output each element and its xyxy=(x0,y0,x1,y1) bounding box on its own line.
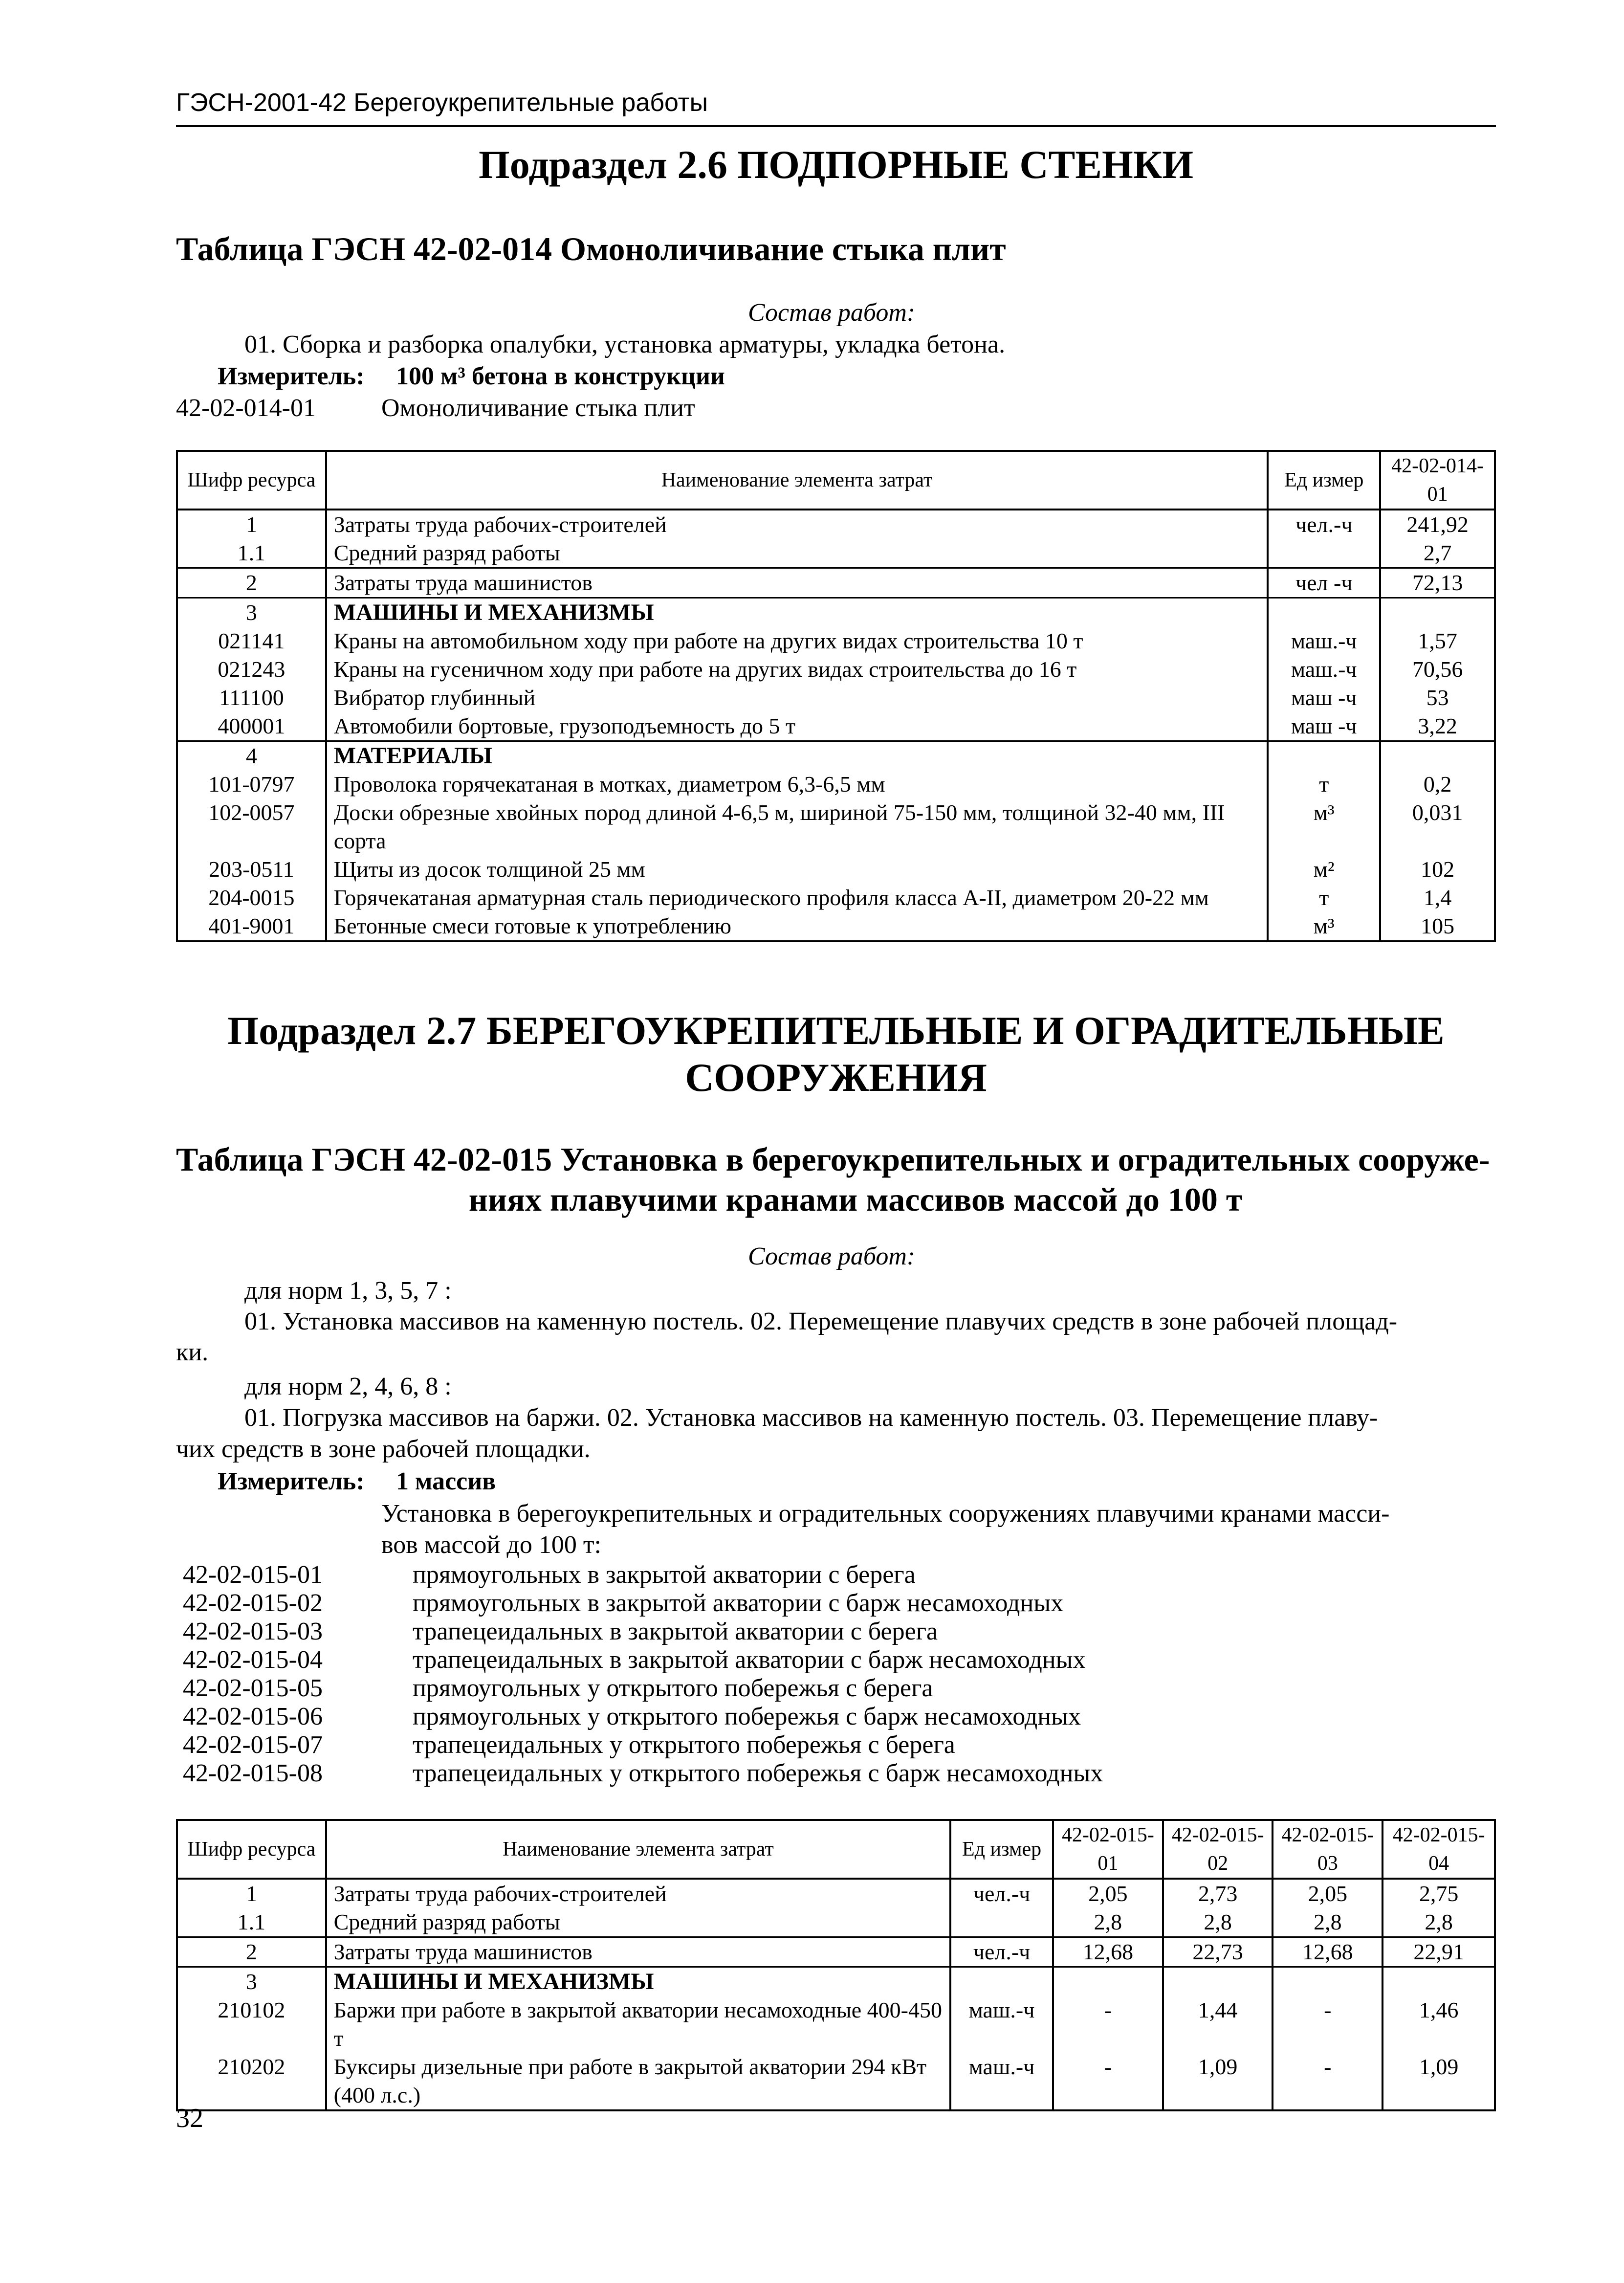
cell-unit xyxy=(1268,598,1380,627)
list-item xyxy=(176,1731,1383,1759)
cell-unit xyxy=(1268,741,1380,771)
norms-group-a: для норм 1, 3, 5, 7 : xyxy=(244,1277,452,1305)
table-row xyxy=(177,912,1495,941)
cell-code: 021243 xyxy=(177,655,326,684)
cell-value xyxy=(1383,1967,1495,1996)
cell-code: 101-0797 xyxy=(177,770,326,798)
col-header-norm-3: 42-02-015-03 xyxy=(1273,1820,1383,1879)
cell-value: 2,8 xyxy=(1273,1908,1383,1937)
cell-unit xyxy=(950,1967,1053,1996)
table-row xyxy=(177,510,1495,539)
cell-unit: т xyxy=(1268,884,1380,912)
cell-unit: т xyxy=(1268,770,1380,798)
section-title-2-7 xyxy=(176,1007,1496,1101)
cell-name: Затраты труда рабочих-строителей xyxy=(326,1879,951,1908)
cell-value: 22,73 xyxy=(1163,1937,1273,1967)
cell-value: 1,46 xyxy=(1383,1996,1495,2053)
work-a-line-1: 01. Установка массивов на каменную постель. 02. Перемещение плавучих средств в зоне рабочей площад- xyxy=(244,1308,1398,1335)
cell-name: Проволока горячекатаная в мотках, диаметром 6,3-6,5 мм xyxy=(326,770,1268,798)
cell-code: 1 xyxy=(177,510,326,539)
norm-name: трапецеидальных у открытого побережья с барж несамоходных xyxy=(413,1759,1103,1787)
cell-value xyxy=(1380,598,1495,627)
meter-value: 100 м³ бетона в конструкции xyxy=(396,362,725,390)
work-b-line-2: чих средств в зоне рабочей площадки. xyxy=(176,1435,591,1463)
table-row xyxy=(177,598,1495,627)
meter-value: 1 массив xyxy=(396,1467,496,1495)
cell-unit: м² xyxy=(1268,855,1380,884)
cell-unit: м³ xyxy=(1268,912,1380,941)
cell-unit: маш.-ч xyxy=(1268,655,1380,684)
norms-group-b: для норм 2, 4, 6, 8 : xyxy=(244,1373,452,1400)
col-header-code: Шифр ресурса xyxy=(177,451,326,510)
cell-unit xyxy=(950,1908,1053,1937)
cell-value: 2,7 xyxy=(1380,539,1495,568)
norm-code: 42-02-015-05 xyxy=(183,1674,323,1702)
table-row xyxy=(177,1879,1495,1908)
page-number: 32 xyxy=(176,2103,203,2133)
table-title-line-1: Таблица ГЭСН 42-02-015 Установка в берегоукрепительных и оградительных сооруже- xyxy=(176,1141,1490,1178)
cell-code: 1 xyxy=(177,1879,326,1908)
cell-value: 22,91 xyxy=(1383,1937,1495,1967)
cell-code: 3 xyxy=(177,1967,326,1996)
cell-name: Средний разряд работы xyxy=(326,1908,951,1937)
cell-value: - xyxy=(1273,1996,1383,2053)
cell-value: - xyxy=(1273,2053,1383,2110)
cell-unit: маш.-ч xyxy=(950,1996,1053,2053)
work-b-line-1: 01. Погрузка массивов на баржи. 02. Установка массивов на каменную постель. 03. Перемещение плаву- xyxy=(244,1404,1378,1432)
table-row xyxy=(177,1996,1495,2053)
cell-value: 12,68 xyxy=(1053,1937,1163,1967)
meter-label: Измеритель: xyxy=(218,362,365,390)
cell-section-title: МАТЕРИАЛЫ xyxy=(326,741,1268,771)
cell-value: 1,57 xyxy=(1380,627,1495,655)
cell-value: 2,75 xyxy=(1383,1879,1495,1908)
cell-value: 2,8 xyxy=(1163,1908,1273,1937)
table-row xyxy=(177,798,1495,855)
cell-value: 2,05 xyxy=(1053,1879,1163,1908)
cell-name: Бетонные смеси готовые к употреблению xyxy=(326,912,1268,941)
table-row xyxy=(177,655,1495,684)
cell-name: Средний разряд работы xyxy=(326,539,1268,568)
table-row xyxy=(177,684,1495,712)
cell-code: 2 xyxy=(177,568,326,598)
col-header-unit: Ед измер xyxy=(1268,451,1380,510)
norm-name: прямоугольных в закрытой акватории с барж несамоходных xyxy=(413,1589,1064,1617)
col-header-code: Шифр ресурса xyxy=(177,1820,326,1879)
col-header-norm: 42-02-014-01 xyxy=(1380,451,1495,510)
cell-value: 1,4 xyxy=(1380,884,1495,912)
cell-value: 105 xyxy=(1380,912,1495,941)
cell-code: 102-0057 xyxy=(177,798,326,855)
meter-label: Измеритель: xyxy=(218,1467,365,1495)
table-row xyxy=(177,712,1495,741)
cell-value: 3,22 xyxy=(1380,712,1495,741)
work-composition: 01. Сборка и разборка опалубки, установка арматуры, укладка бетона. xyxy=(244,331,1006,358)
col-header-norm-4: 42-02-015-04 xyxy=(1383,1820,1495,1879)
col-header-name: Наименование элемента затрат xyxy=(326,1820,951,1879)
cell-code: 021141 xyxy=(177,627,326,655)
composition-label: Состав работ: xyxy=(748,299,916,327)
cell-value xyxy=(1273,1967,1383,1996)
list-item xyxy=(176,1618,1383,1646)
section-title-2-6: Подраздел 2.6 ПОДПОРНЫЕ СТЕНКИ xyxy=(478,142,1194,187)
cell-unit: чел.-ч xyxy=(1268,510,1380,539)
cell-value: 2,8 xyxy=(1383,1908,1495,1937)
norm-code: 42-02-015-08 xyxy=(183,1759,323,1787)
list-item xyxy=(176,1561,1383,1589)
cell-code: 2 xyxy=(177,1937,326,1967)
cell-value: 70,56 xyxy=(1380,655,1495,684)
section-title-line-1: Подраздел 2.7 БЕРЕГОУКРЕПИТЕЛЬНЫЕ И ОГРАДИТЕЛЬНЫЕ xyxy=(227,1008,1445,1053)
cell-code: 1.1 xyxy=(177,1908,326,1937)
table-title-line-2: ниях плавучими кранами массивов массой до 100 т xyxy=(468,1181,1243,1218)
norm-code: 42-02-015-03 xyxy=(183,1618,323,1645)
table-row xyxy=(177,2053,1495,2110)
running-header: ГЭСН-2001-42 Берегоукрепительные работы xyxy=(176,89,708,117)
table-row xyxy=(177,1908,1495,1937)
norm-name: прямоугольных в закрытой акватории с берега xyxy=(413,1561,916,1589)
cell-name: Затраты труда рабочих-строителей xyxy=(326,510,1268,539)
cell-value: 0,031 xyxy=(1380,798,1495,855)
cell-code: 1.1 xyxy=(177,539,326,568)
cell-name: Доски обрезные хвойных пород длиной 4-6,5 м, шириной 75-150 мм, толщиной 32-40 мм, III сорта xyxy=(326,798,1268,855)
cell-value: 1,09 xyxy=(1163,2053,1273,2110)
table-row xyxy=(177,539,1495,568)
cell-value: - xyxy=(1053,2053,1163,2110)
cell-value: - xyxy=(1053,1996,1163,2053)
cell-value: 1,44 xyxy=(1163,1996,1273,2053)
cell-name: Затраты труда машинистов xyxy=(326,1937,951,1967)
cell-name: Щиты из досок толщиной 25 мм xyxy=(326,855,1268,884)
norm-code: 42-02-015-01 xyxy=(183,1561,323,1589)
cell-value: 1,09 xyxy=(1383,2053,1495,2110)
col-header-norm-2: 42-02-015-02 xyxy=(1163,1820,1273,1879)
cell-unit xyxy=(1268,539,1380,568)
resource-table-014 xyxy=(176,450,1496,942)
cell-name: Буксиры дизельные при работе в закрытой акватории 294 кВт (400 л.с.) xyxy=(326,2053,951,2110)
list-item xyxy=(176,1646,1383,1674)
cell-name: Баржи при работе в закрытой акватории несамоходные 400-450 т xyxy=(326,1996,951,2053)
table-row xyxy=(177,855,1495,884)
composition-label: Состав работ: xyxy=(748,1242,916,1270)
cell-value: 0,2 xyxy=(1380,770,1495,798)
cell-unit: маш -ч xyxy=(1268,712,1380,741)
norm-code: 42-02-015-06 xyxy=(183,1703,323,1730)
cell-code: 401-9001 xyxy=(177,912,326,941)
cell-name: Затраты труда машинистов xyxy=(326,568,1268,598)
cell-unit: м³ xyxy=(1268,798,1380,855)
cell-code: 400001 xyxy=(177,712,326,741)
cell-code: 210102 xyxy=(177,1996,326,2053)
cell-value xyxy=(1380,741,1495,771)
col-header-name: Наименование элемента затрат xyxy=(326,451,1268,510)
norm-name: трапецеидальных в закрытой акватории с барж несамоходных xyxy=(413,1646,1086,1674)
header-rule xyxy=(176,125,1496,127)
cell-name: Вибратор глубинный xyxy=(326,684,1268,712)
table-row xyxy=(177,1937,1495,1967)
cell-unit: маш.-ч xyxy=(950,2053,1053,2110)
cell-code: 111100 xyxy=(177,684,326,712)
cell-value: 102 xyxy=(1380,855,1495,884)
table-title-015 xyxy=(176,1139,1496,1219)
table-row xyxy=(177,1967,1495,1996)
intro-line-1: Установка в берегоукрепительных и оградительных сооружениях плавучими кранами масси- xyxy=(381,1500,1390,1528)
list-item xyxy=(176,1589,1383,1618)
cell-unit: маш.-ч xyxy=(1268,627,1380,655)
cell-value: 72,13 xyxy=(1380,568,1495,598)
norm-code: 42-02-015-07 xyxy=(183,1731,323,1759)
table-title-014: Таблица ГЭСН 42-02-014 Омоноличивание стыка плит xyxy=(176,230,1006,267)
col-header-norm-1: 42-02-015-01 xyxy=(1053,1820,1163,1879)
cell-name: Краны на гусеничном ходу при работе на других видах строительства до 16 т xyxy=(326,655,1268,684)
cell-code: 3 xyxy=(177,598,326,627)
cell-value: 2,73 xyxy=(1163,1879,1273,1908)
norm-name: Омоноличивание стыка плит xyxy=(381,394,695,422)
table-row xyxy=(177,568,1495,598)
cell-name: Автомобили бортовые, грузоподъемность до 5 т xyxy=(326,712,1268,741)
cell-value: 2,8 xyxy=(1053,1908,1163,1937)
cell-unit: маш -ч xyxy=(1268,684,1380,712)
cell-value: 12,68 xyxy=(1273,1937,1383,1967)
work-a-line-2: ки. xyxy=(176,1338,209,1366)
cell-code: 204-0015 xyxy=(177,884,326,912)
cell-value xyxy=(1053,1967,1163,1996)
norm-name: прямоугольных у открытого побережья с берега xyxy=(413,1674,933,1702)
norm-name: прямоугольных у открытого побережья с барж несамоходных xyxy=(413,1703,1081,1730)
intro-line-2: вов массой до 100 т: xyxy=(381,1531,601,1559)
table-row xyxy=(177,770,1495,798)
norm-name: трапецеидальных в закрытой акватории с берега xyxy=(413,1618,938,1645)
cell-value: 2,05 xyxy=(1273,1879,1383,1908)
cell-section-title: МАШИНЫ И МЕХАНИЗМЫ xyxy=(326,1967,951,1996)
cell-code: 210202 xyxy=(177,2053,326,2110)
col-header-unit: Ед измер xyxy=(950,1820,1053,1879)
norm-code: 42-02-014-01 xyxy=(176,394,316,422)
norm-list xyxy=(176,1561,1383,1788)
cell-value xyxy=(1163,1967,1273,1996)
section-title-line-2: СООРУЖЕНИЯ xyxy=(685,1055,987,1100)
cell-name: Горячекатаная арматурная сталь периодического профиля класса А-II, диаметром 20-22 мм xyxy=(326,884,1268,912)
norm-code: 42-02-015-02 xyxy=(183,1589,323,1617)
table-row xyxy=(177,627,1495,655)
norm-code: 42-02-015-04 xyxy=(183,1646,323,1674)
table-row xyxy=(177,741,1495,771)
list-item xyxy=(176,1759,1383,1788)
cell-name: Краны на автомобильном ходу при работе на других видах строительства 10 т xyxy=(326,627,1268,655)
cell-value: 53 xyxy=(1380,684,1495,712)
cell-value: 241,92 xyxy=(1380,510,1495,539)
list-item xyxy=(176,1703,1383,1731)
cell-section-title: МАШИНЫ И МЕХАНИЗМЫ xyxy=(326,598,1268,627)
cell-unit: чел -ч xyxy=(1268,568,1380,598)
cell-unit: чел.-ч xyxy=(950,1937,1053,1967)
cell-unit: чел.-ч xyxy=(950,1879,1053,1908)
table-row xyxy=(177,884,1495,912)
list-item xyxy=(176,1674,1383,1703)
norm-name: трапецеидальных у открытого побережья с берега xyxy=(413,1731,955,1759)
cell-code: 4 xyxy=(177,741,326,771)
cell-code: 203-0511 xyxy=(177,855,326,884)
resource-table-015 xyxy=(176,1819,1496,2111)
